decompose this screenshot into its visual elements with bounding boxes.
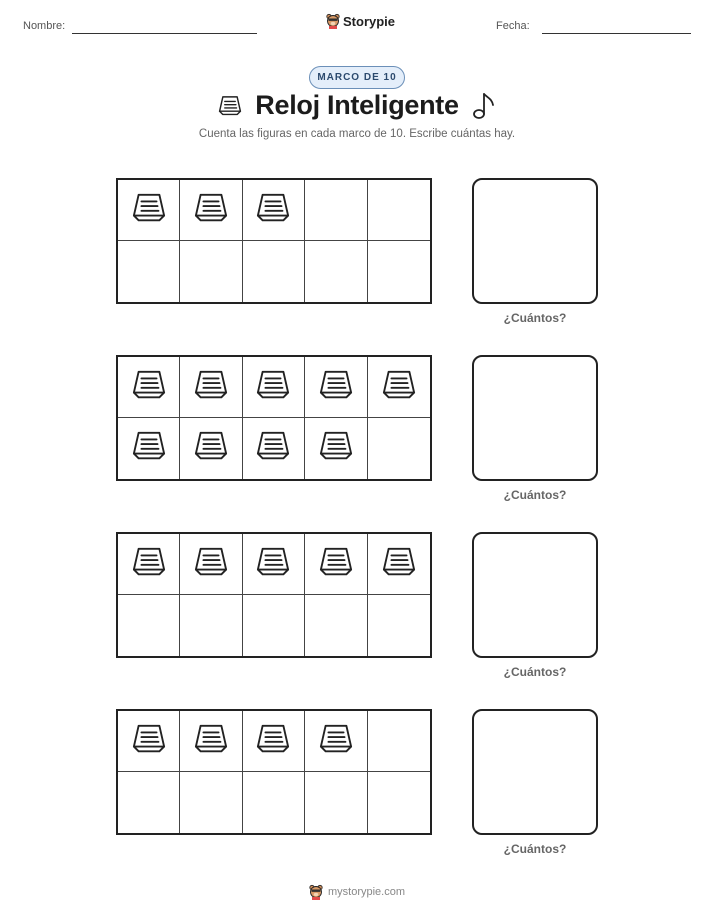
ten-frame-cell	[305, 772, 367, 833]
storypie-mascot-icon	[326, 13, 340, 29]
instructions: Cuenta las figuras en cada marco de 10. Escribe cuántas hay.	[198, 128, 516, 140]
book-icon	[254, 722, 292, 761]
ten-frame-cell	[305, 711, 367, 772]
ten-frame-cell	[118, 772, 180, 833]
book-icon	[317, 545, 355, 584]
ten-frame-cell	[243, 534, 305, 595]
music-note-icon	[471, 91, 497, 121]
book-icon	[254, 545, 292, 584]
book-icon	[380, 368, 418, 407]
book-icon	[130, 191, 168, 230]
book-icon	[130, 368, 168, 407]
book-icon	[192, 545, 230, 584]
ten-frame-cell	[305, 357, 367, 418]
ten-frame-cell	[118, 418, 180, 479]
date-line[interactable]	[542, 33, 691, 34]
ten-frame-cell	[180, 772, 242, 833]
name-line[interactable]	[72, 33, 257, 34]
footer-url: mystorypie.com	[327, 886, 406, 898]
book-icon	[130, 722, 168, 761]
worksheet-badge: MARCO DE 10	[309, 66, 405, 89]
book-icon	[192, 191, 230, 230]
book-icon	[254, 368, 292, 407]
book-icon	[254, 191, 292, 230]
ten-frame-cell	[180, 711, 242, 772]
book-icon	[192, 429, 230, 468]
ten-frame-cell	[305, 418, 367, 479]
book-icon	[192, 722, 230, 761]
page-title: Reloj Inteligente	[255, 90, 459, 120]
ten-frame-cell	[243, 711, 305, 772]
book-icon	[317, 429, 355, 468]
ten-frame-cell	[305, 534, 367, 595]
answer-prompt: ¿Cuántos?	[503, 842, 567, 856]
ten-frame-cell	[305, 595, 367, 656]
ten-frame-cell	[118, 241, 180, 302]
book-icon	[380, 545, 418, 584]
answer-box[interactable]	[472, 709, 598, 835]
ten-frame-cell	[368, 595, 430, 656]
answer-box[interactable]	[472, 355, 598, 481]
book-icon	[192, 368, 230, 407]
ten-frame-cell	[118, 180, 180, 241]
brand-name: Storypie	[343, 13, 396, 29]
date-label: Fecha:	[496, 20, 530, 32]
ten-frame-cell	[118, 357, 180, 418]
answer-box[interactable]	[472, 178, 598, 304]
book-icon	[317, 368, 355, 407]
ten-frame-cell	[368, 357, 430, 418]
book-icon	[254, 429, 292, 468]
answer-prompt: ¿Cuántos?	[503, 311, 567, 325]
ten-frame	[116, 178, 432, 304]
ten-frame-cell	[243, 180, 305, 241]
brand-logo	[326, 13, 395, 29]
ten-frame-cell	[368, 534, 430, 595]
ten-frame	[116, 355, 432, 481]
book-icon	[130, 545, 168, 584]
ten-frame-cell	[368, 711, 430, 772]
ten-frame	[116, 532, 432, 658]
ten-frame-cell	[243, 595, 305, 656]
answer-prompt: ¿Cuántos?	[503, 665, 567, 679]
storypie-mascot-icon	[309, 884, 323, 900]
ten-frame-cell	[368, 241, 430, 302]
ten-frame-cell	[243, 241, 305, 302]
title-row	[0, 90, 714, 121]
ten-frame-cell	[180, 534, 242, 595]
book-icon	[317, 722, 355, 761]
ten-frame-cell	[368, 772, 430, 833]
ten-frame-cell	[368, 180, 430, 241]
footer	[0, 884, 714, 900]
book-icon	[217, 94, 243, 118]
answer-box[interactable]	[472, 532, 598, 658]
ten-frame-cell	[180, 241, 242, 302]
ten-frame-cell	[243, 418, 305, 479]
ten-frame	[116, 709, 432, 835]
ten-frame-cell	[118, 595, 180, 656]
ten-frame-cell	[305, 180, 367, 241]
ten-frame-cell	[243, 772, 305, 833]
ten-frame-cell	[368, 418, 430, 479]
book-icon	[130, 429, 168, 468]
ten-frame-cell	[118, 711, 180, 772]
ten-frame-cell	[180, 180, 242, 241]
ten-frame-cell	[118, 534, 180, 595]
answer-prompt: ¿Cuántos?	[503, 488, 567, 502]
name-label: Nombre:	[23, 20, 66, 32]
ten-frame-cell	[305, 241, 367, 302]
ten-frame-cell	[180, 595, 242, 656]
ten-frame-cell	[243, 357, 305, 418]
ten-frame-cell	[180, 357, 242, 418]
ten-frame-cell	[180, 418, 242, 479]
